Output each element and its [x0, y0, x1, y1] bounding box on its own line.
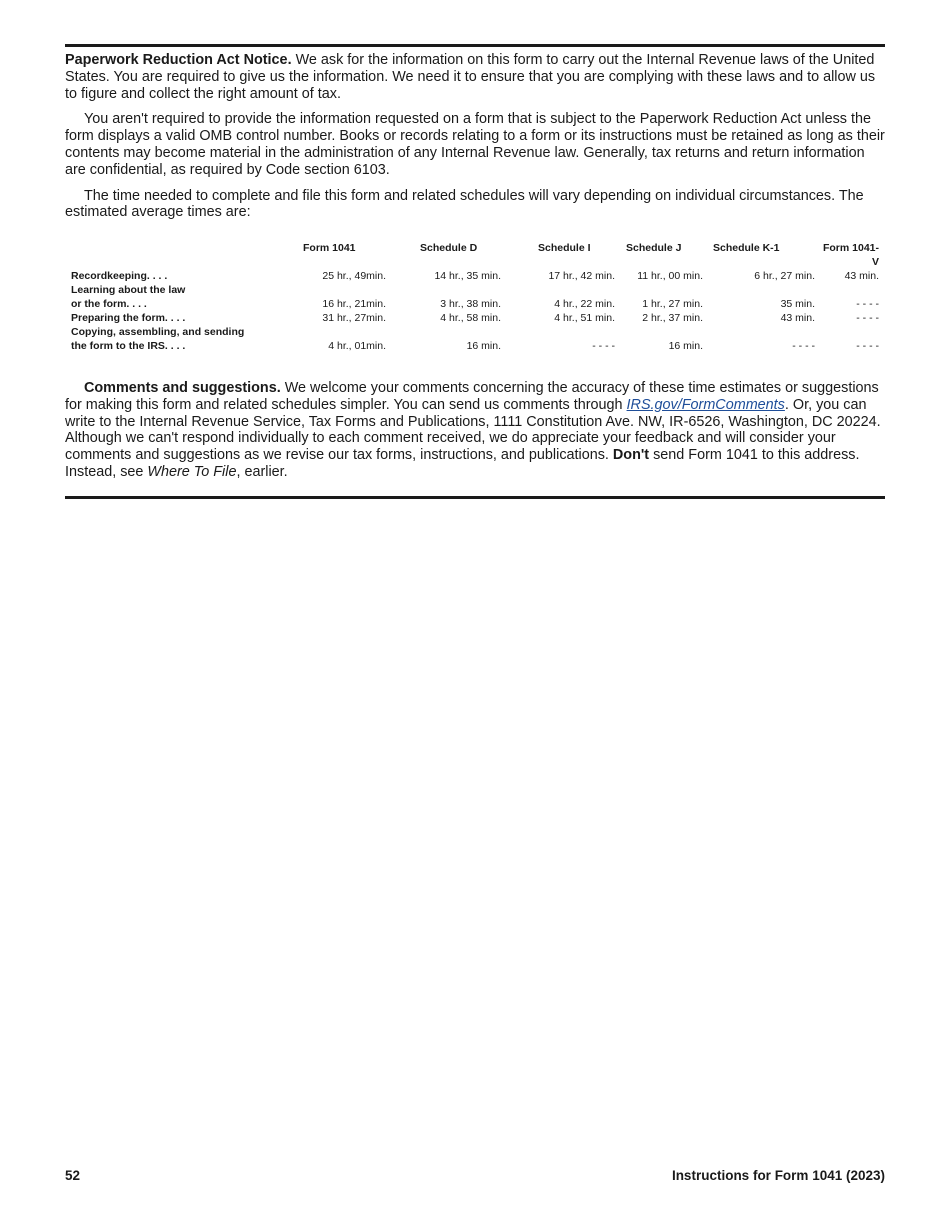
table-cell: 4 hr., 58 min.	[440, 312, 501, 324]
table-cell: 4 hr., 22 min.	[554, 298, 615, 310]
table-row	[65, 269, 885, 283]
table-cell: 14 hr., 35 min.	[434, 270, 501, 282]
row-label-line1: Copying, assembling, and sending	[71, 326, 245, 338]
table-cell: 16 min.	[466, 340, 501, 352]
comments-title: Comments and suggestions.	[84, 380, 281, 396]
col-header: Schedule K-1	[713, 242, 780, 254]
table-row-label-line	[65, 283, 885, 297]
table-cell: 4 hr., 51 min.	[554, 312, 615, 324]
notice-paragraph-1	[65, 52, 885, 102]
table-cell: 16 min.	[668, 340, 703, 352]
row-label: Recordkeeping. . . .	[71, 270, 168, 282]
notice-paragraph-3: The time needed to complete and file this form and related schedules will vary depending on individual circumstances. The estimated average times are:	[65, 187, 864, 221]
row-label: the form to the IRS. . . .	[71, 340, 186, 352]
col-header: Form 1041	[303, 242, 356, 254]
table-row	[65, 339, 885, 353]
top-rule	[65, 44, 885, 47]
notice-p1-text: We ask for the information on this form to carry out the Internal Revenue laws of the United States. You are required to give us the information. We need it to ensure that you are complying with these laws and to allow us to figure and collect the right amount of tax.	[65, 52, 876, 102]
document-title: Instructions for Form 1041 (2023)	[671, 1168, 885, 1183]
table-cell: 6 hr., 27 min.	[754, 270, 815, 282]
table-cell: - - - -	[592, 340, 615, 352]
where-to-file-ref: Where To File	[147, 463, 237, 480]
table-cell: 43 min.	[844, 270, 879, 282]
table-cell: 35 min.	[780, 298, 815, 310]
table-cell: 25 hr., 49min.	[322, 270, 386, 282]
notice-paragraph-2: You aren't required to provide the information requested on a form that is subject to the Paperwork Reduction Act unless the form displays a valid OMB control number. Books or records relating to a form or its instructions must be retained as long as their contents may become material in the administration of any Internal Revenue law. Generally, tax returns and return information are confidential, as required by Code section 6103.	[65, 111, 885, 178]
table-cell: 43 min.	[780, 312, 815, 324]
row-label: or the form. . . .	[71, 298, 147, 310]
bottom-rule	[65, 496, 885, 499]
notice-title: Paperwork Reduction Act Notice.	[65, 52, 292, 68]
table-cell: 16 hr., 21min.	[322, 298, 386, 310]
row-label: Preparing the form. . . .	[71, 312, 186, 324]
table-cell: - - - -	[856, 298, 879, 310]
comments-paragraph: Comments and suggestions. We welcome your comments concerning the accuracy of these time estimates or suggestions for making this form and related schedules simpler. You can send us comments through IRS.gov/FormComments. Or, you can write to the Internal Revenue Service, Tax Forms and Publications, 1111 Constitution Ave. NW, IR-6526, Washington, DC 20224. Although we can't respond individually to each comment received, we do appreciate your feedback and will consider your comments and suggestions as we revise our tax forms, instructions, and publications. Don't send Form 1041 to this address. Instead, see Where To File, earlier.	[65, 380, 881, 480]
table-row-label-line	[65, 325, 885, 339]
dont-bold: Don't	[612, 447, 650, 464]
page-number: 52	[65, 1168, 81, 1183]
notice-section	[65, 52, 885, 230]
table-cell: 11 hr., 00 min.	[637, 270, 703, 282]
table-row	[65, 297, 885, 311]
row-label-line1: Learning about the law	[71, 284, 186, 296]
table-cell: 4 hr., 01min.	[328, 340, 386, 352]
table-header-row	[65, 241, 885, 269]
table-cell: 17 hr., 42 min.	[548, 270, 615, 282]
table-row	[65, 311, 885, 325]
table-cell: 3 hr., 38 min.	[440, 298, 501, 310]
form-comments-link[interactable]: IRS.gov/FormComments	[626, 396, 785, 413]
col-header: Schedule I	[538, 242, 591, 254]
table-cell: - - - -	[856, 312, 879, 324]
table-cell: - - - -	[856, 340, 879, 352]
col-header: Schedule D	[420, 242, 478, 254]
table-cell: 1 hr., 27 min.	[642, 298, 703, 310]
col-header: Schedule J	[626, 242, 682, 254]
table-cell: - - - -	[792, 340, 815, 352]
table-cell: 2 hr., 37 min.	[642, 312, 703, 324]
time-estimates-table	[65, 241, 885, 353]
col-header: Form 1041-V	[822, 242, 879, 268]
table-cell: 31 hr., 27min.	[322, 312, 386, 324]
